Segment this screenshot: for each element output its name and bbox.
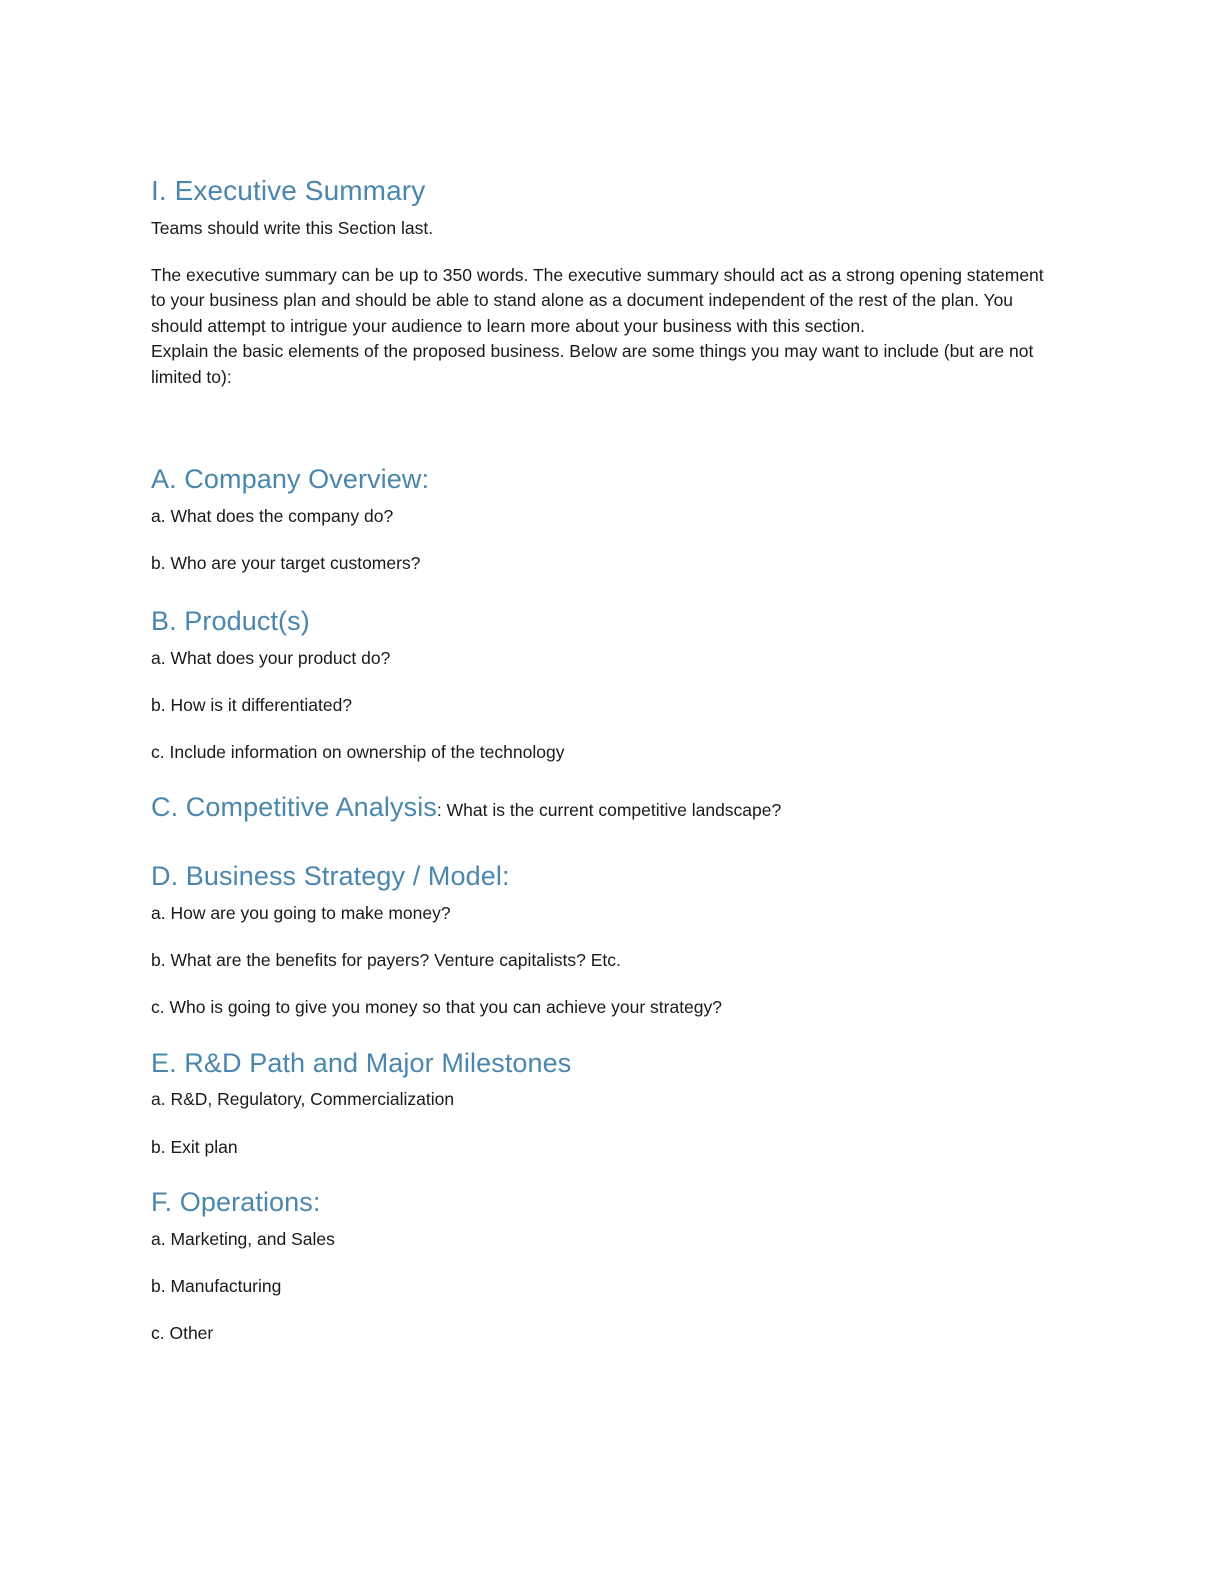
section-rd-path-milestones	[151, 1048, 1061, 1160]
document-body	[151, 174, 1061, 1347]
section-heading: A. Company Overview:	[151, 464, 430, 495]
list-item: c. Include information on ownership of the technology	[151, 741, 565, 762]
section-heading-inline-text: : What is the current competitive landscape?	[436, 800, 782, 821]
list-item: a. How are you going to make money?	[151, 902, 451, 923]
intro-paragraph-2: Explain the basic elements of the proposed business. Below are some things you may want to include (but are not limited to):	[151, 341, 1034, 387]
section-heading: F. Operations:	[151, 1187, 321, 1218]
section-business-strategy	[151, 861, 1061, 1021]
intro-paragraph: The executive summary can be up to 350 words. The executive summary should act as a strong opening statement to your business plan and should be able to stand alone as a document independent of the rest of the plan. You should attempt to intrigue your audience to learn more about your business with this section.	[151, 264, 1044, 336]
list-item: b. Who are your target customers?	[151, 553, 421, 574]
section-heading: C. Competitive Analysis	[151, 792, 437, 823]
list-item: c. Who is going to give you money so that you can achieve your strategy?	[151, 997, 723, 1018]
section-heading-row	[151, 792, 1061, 824]
spacer	[151, 242, 1061, 263]
section-heading: D. Business Strategy / Model:	[151, 861, 510, 892]
section-heading: E. R&D Path and Major Milestones	[151, 1047, 572, 1078]
list-item: a. Marketing, and Sales	[151, 1228, 335, 1249]
spacer	[151, 832, 1061, 861]
list-item: a. What does the company do?	[151, 506, 394, 527]
list-item: b. What are the benefits for payers? Venture capitalists? Etc.	[151, 950, 621, 971]
section-products	[151, 606, 1061, 766]
section-competitive-analysis	[151, 792, 1061, 824]
list-item: b. How is it differentiated?	[151, 694, 353, 715]
list-item: c. Other	[151, 1323, 214, 1344]
page-title: I. Executive Summary	[151, 175, 426, 206]
spacer	[151, 1160, 1061, 1187]
list-item: b. Exit plan	[151, 1136, 238, 1157]
spacer	[151, 577, 1061, 606]
list-item: b. Manufacturing	[151, 1275, 282, 1296]
intro-note: Teams should write this Section last.	[151, 218, 434, 239]
spacer	[151, 1021, 1061, 1048]
spacer	[151, 390, 1061, 464]
section-company-overview	[151, 464, 1061, 576]
spacer	[151, 765, 1061, 792]
list-item: a. R&D, Regulatory, Commercialization	[151, 1089, 455, 1110]
list-item: a. What does your product do?	[151, 647, 391, 668]
section-heading: B. Product(s)	[151, 605, 310, 636]
section-operations	[151, 1187, 1061, 1347]
